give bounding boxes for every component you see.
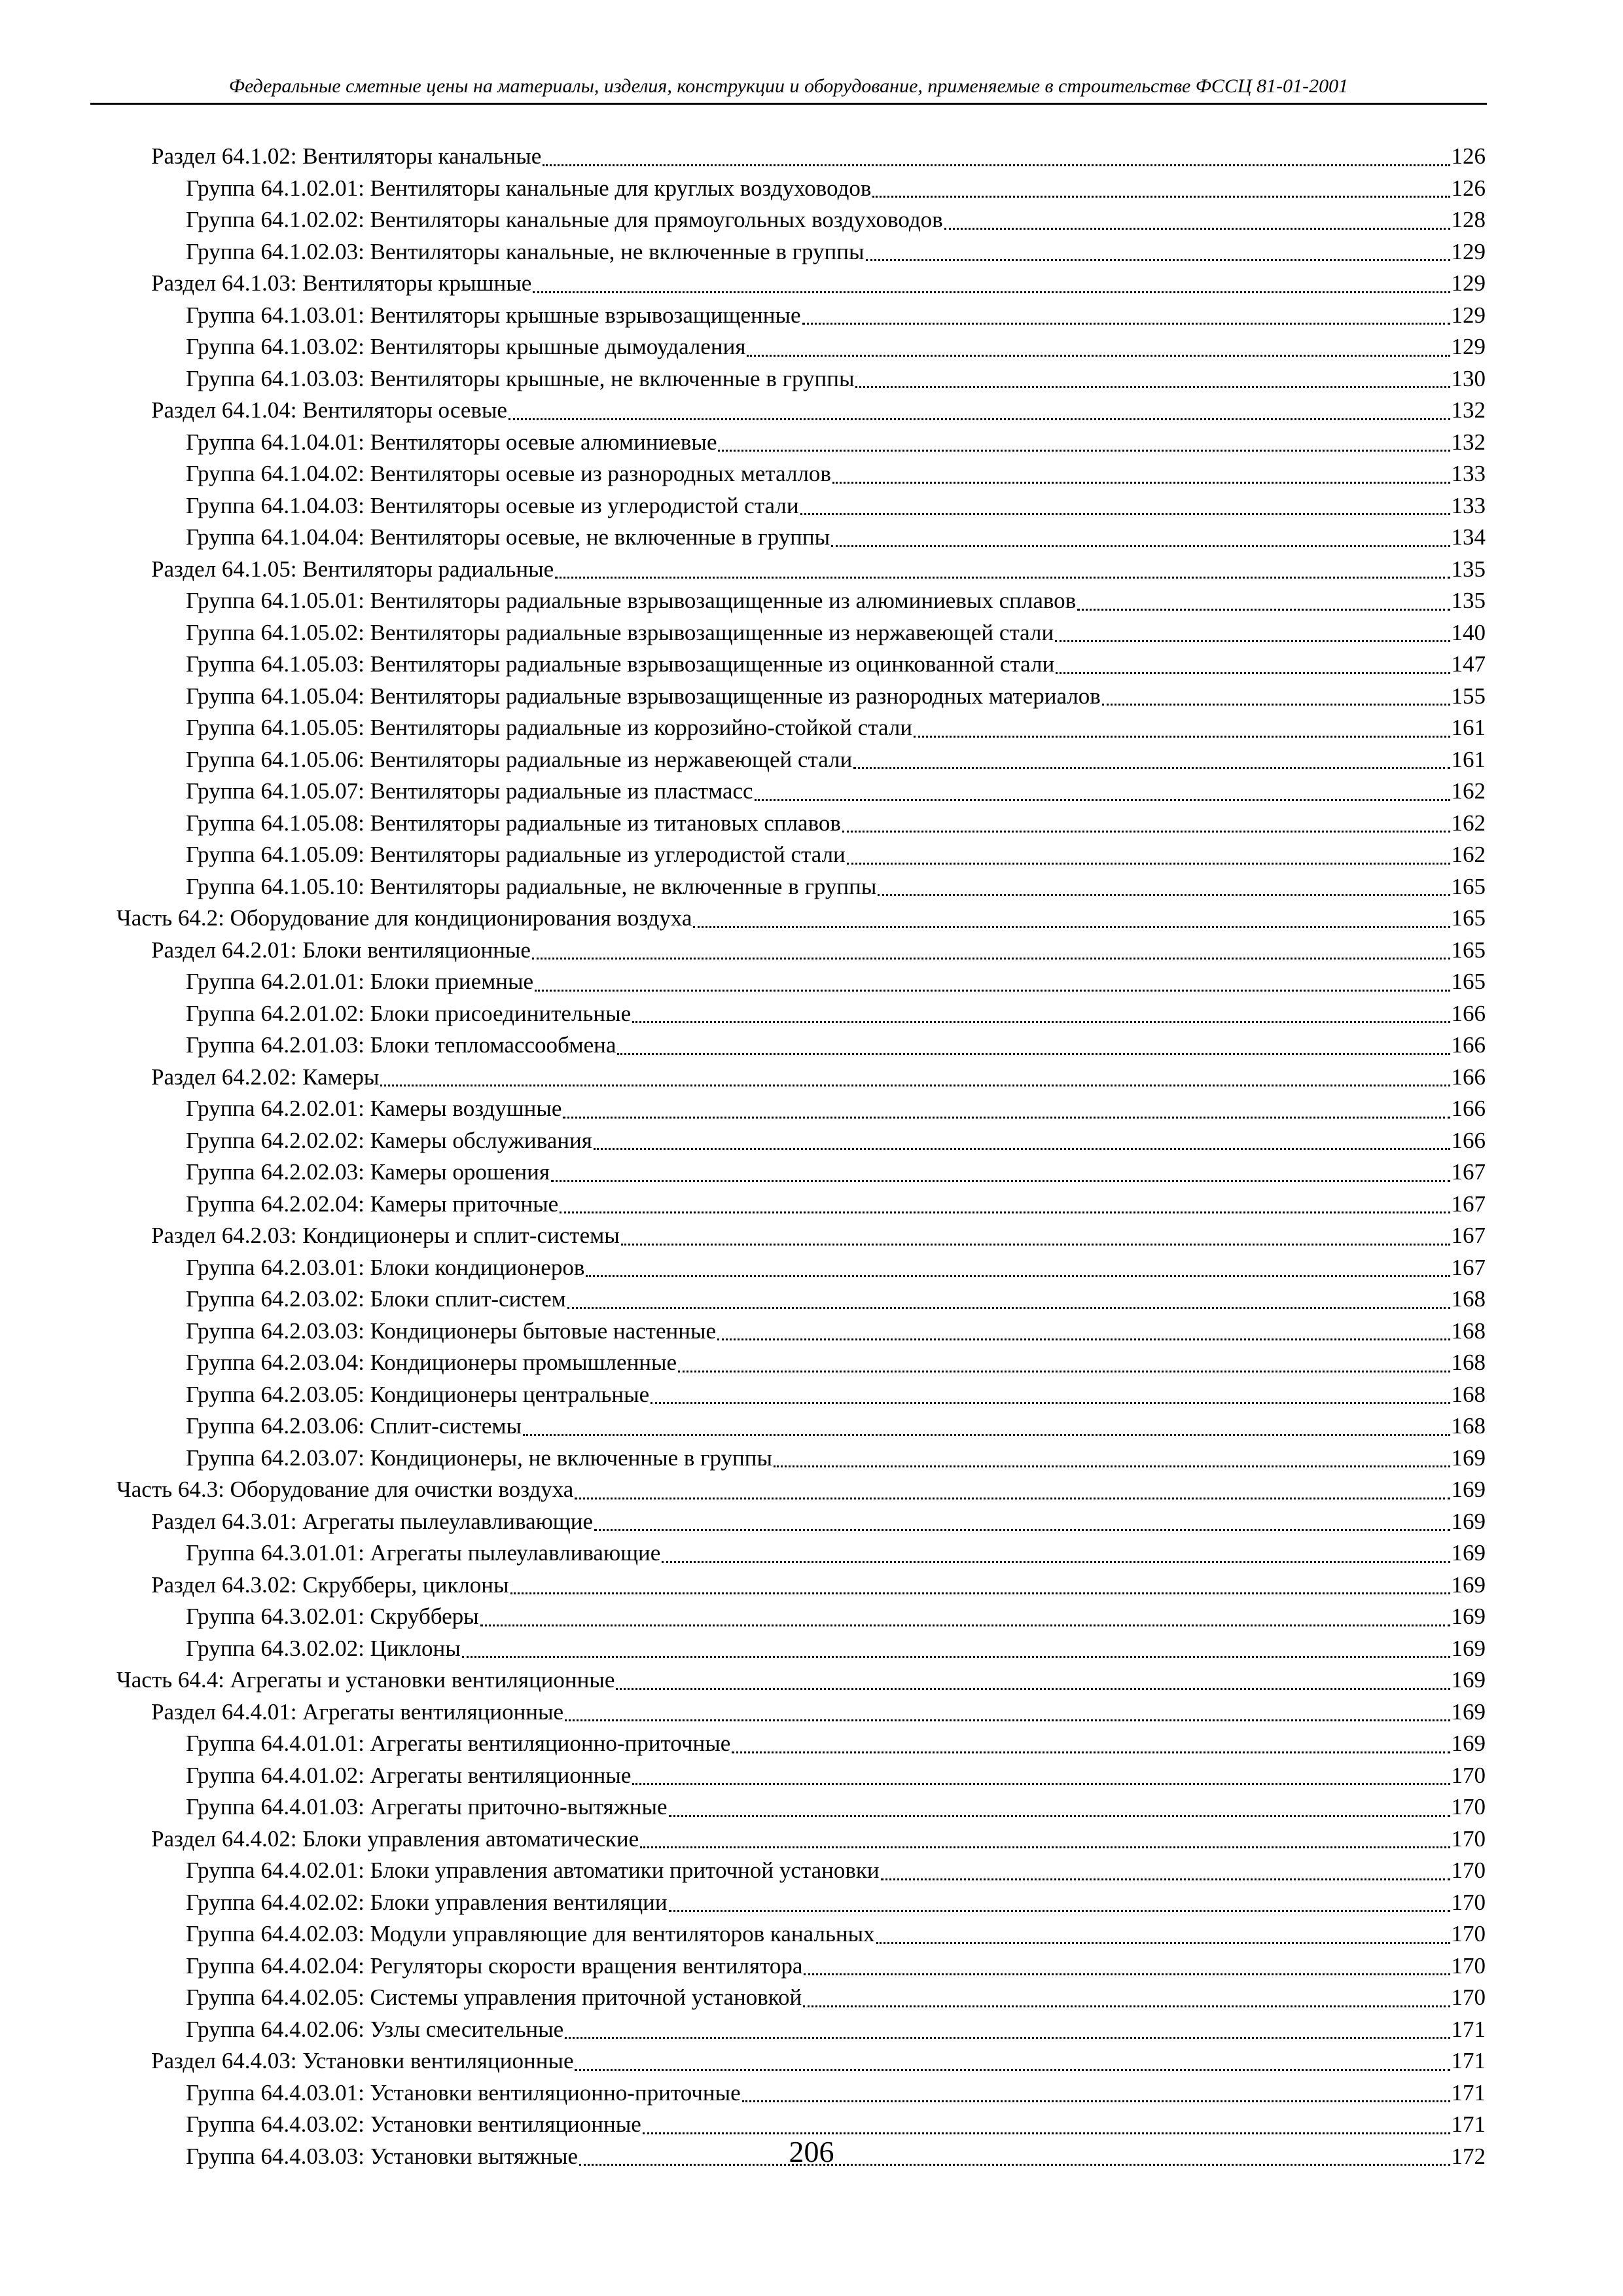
toc-entry[interactable]	[151, 2045, 1486, 2077]
toc-entry-page: 166	[1451, 1032, 1486, 1058]
toc-entry-page: 128	[1451, 207, 1486, 232]
toc-entry-page: 170	[1451, 1921, 1486, 1946]
toc-entry[interactable]	[116, 1474, 1486, 1506]
toc-entry-label: Группа 64.1.05.07: Вентиляторы радиальные из пластмасс	[186, 778, 753, 804]
toc-entry-label: Группа 64.4.02.01: Блоки управления автоматики приточной установки	[186, 1857, 880, 1883]
dot-leader	[803, 2005, 1450, 2007]
toc-entry-label: Группа 64.4.02.05: Системы управления приточной установкой	[186, 1984, 802, 2010]
toc-entry[interactable]	[151, 1696, 1486, 1729]
toc-entry[interactable]	[186, 1633, 1486, 1665]
toc-entry-label: Раздел 64.1.02: Вентиляторы канальные	[151, 143, 542, 169]
toc-entry[interactable]	[186, 1125, 1486, 1157]
toc-entry[interactable]	[186, 1537, 1486, 1570]
toc-entry-page: 126	[1451, 175, 1486, 201]
dot-leader	[617, 1052, 1450, 1055]
toc-entry-label: Группа 64.2.03.06: Сплит-системы	[186, 1413, 522, 1439]
toc-entry[interactable]	[186, 236, 1486, 268]
toc-entry[interactable]	[186, 808, 1486, 840]
toc-entry[interactable]	[186, 1601, 1486, 1633]
toc-entry-page: 168	[1451, 1286, 1486, 1312]
toc-entry-page: 132	[1451, 397, 1486, 423]
dot-leader	[678, 1370, 1450, 1372]
dot-leader	[560, 1211, 1450, 1213]
dot-leader	[640, 1846, 1450, 1848]
dot-leader	[510, 1592, 1450, 1594]
toc-entry-page: 147	[1451, 651, 1486, 677]
dot-leader	[555, 576, 1450, 579]
dot-leader	[1077, 608, 1450, 611]
dot-leader	[480, 1624, 1450, 1626]
dot-leader	[662, 1560, 1450, 1563]
toc-entry-label: Часть 64.4: Агрегаты и установки вентиляционные	[116, 1667, 615, 1693]
toc-entry-label: Раздел 64.1.05: Вентиляторы радиальные	[151, 556, 554, 582]
dot-leader	[523, 1433, 1450, 1436]
toc-entry[interactable]	[186, 2014, 1486, 2046]
dot-leader	[872, 195, 1450, 198]
toc-entry-label: Группа 64.4.02.03: Модули управляющие для вентиляторов канальных	[186, 1921, 875, 1946]
toc-entry-page: 171	[1451, 2079, 1486, 2106]
toc-entry-page: 169	[1451, 1444, 1486, 1471]
dot-leader	[832, 481, 1450, 484]
dot-leader	[881, 1878, 1450, 1880]
toc-entry-label: Часть 64.2: Оборудование для кондиционирования воздуха	[116, 905, 692, 931]
toc-entry[interactable]	[151, 1062, 1486, 1094]
toc-entry-page: 169	[1451, 1508, 1486, 1534]
toc-entry-page: 155	[1451, 683, 1486, 709]
toc-entry-page: 162	[1451, 810, 1486, 836]
toc-entry[interactable]	[186, 300, 1486, 332]
toc-entry-page: 171	[1451, 2016, 1486, 2042]
toc-entry[interactable]	[186, 871, 1486, 903]
toc-entry[interactable]	[186, 1316, 1486, 1348]
dot-leader	[532, 957, 1450, 960]
toc-entry[interactable]	[186, 776, 1486, 808]
toc-entry-page: 165	[1451, 937, 1486, 963]
dot-leader	[380, 1084, 1450, 1086]
dot-leader	[575, 1497, 1450, 1499]
dot-leader	[878, 893, 1450, 896]
toc-entry[interactable]	[151, 268, 1486, 300]
dot-leader	[586, 1274, 1450, 1277]
toc-entry[interactable]	[186, 173, 1486, 205]
toc-entry-page: 130	[1451, 365, 1486, 391]
toc-entry-label: Группа 64.1.05.02: Вентиляторы радиальные взрывозащищенные из нержавеющей стали	[186, 619, 1054, 645]
toc-entry-label: Группа 64.1.03.02: Вентиляторы крышные дымоудаления	[186, 334, 746, 359]
toc-entry[interactable]	[116, 1664, 1486, 1696]
dot-leader	[567, 1306, 1450, 1309]
toc-entry[interactable]	[186, 744, 1486, 776]
toc-entry-page: 172	[1451, 2143, 1486, 2169]
dot-leader	[847, 862, 1450, 865]
toc-entry-page: 135	[1451, 588, 1486, 613]
dot-leader	[717, 1338, 1450, 1340]
toc-entry-page: 171	[1451, 2048, 1486, 2073]
dot-leader	[747, 354, 1450, 357]
toc-entry-label: Раздел 64.4.03: Установки вентиляционные	[151, 2048, 574, 2073]
toc-entry-page: 167	[1451, 1223, 1486, 1248]
dot-leader	[1055, 639, 1450, 642]
toc-entry-label: Группа 64.2.03.03: Кондиционеры бытовые настенные	[186, 1318, 717, 1344]
dot-leader	[1056, 672, 1450, 674]
toc-entry-label: Группа 64.2.03.05: Кондиционеры центральные	[186, 1381, 650, 1407]
toc-entry[interactable]	[186, 681, 1486, 713]
toc-entry[interactable]	[186, 1410, 1486, 1443]
header-rule	[90, 103, 1487, 105]
dot-leader	[551, 1179, 1450, 1182]
toc-entry[interactable]	[151, 1506, 1486, 1538]
toc-entry-page: 162	[1451, 778, 1486, 804]
toc-entry[interactable]	[186, 1728, 1486, 1760]
toc-entry-label: Раздел 64.3.01: Агрегаты пылеулавливающие	[151, 1508, 593, 1534]
toc-entry-label: Группа 64.2.02.01: Камеры воздушные	[186, 1096, 562, 1121]
toc-entry-label: Группа 64.2.01.03: Блоки тепломассообмена	[186, 1032, 616, 1058]
dot-leader	[842, 830, 1450, 833]
toc-entry-label: Раздел 64.1.03: Вентиляторы крышные	[151, 270, 532, 296]
toc-entry-page: 170	[1451, 1952, 1486, 1979]
toc-entry-page: 170	[1451, 1825, 1486, 1852]
dot-leader	[533, 291, 1450, 293]
dot-leader	[774, 1465, 1450, 1467]
toc-entry-label: Группа 64.2.02.04: Камеры приточные	[186, 1191, 559, 1217]
toc-entry-page: 133	[1451, 492, 1486, 518]
dot-leader	[565, 2036, 1450, 2039]
toc-entry-page: 167	[1451, 1191, 1486, 1217]
dot-leader	[563, 1116, 1450, 1119]
toc-entry-label: Группа 64.1.04.04: Вентиляторы осевые, не включенные в группы	[186, 524, 830, 550]
toc-entry-label: Группа 64.2.01.01: Блоки приемные	[186, 969, 534, 994]
toc-entry[interactable]	[151, 395, 1486, 427]
toc-entry[interactable]	[186, 1887, 1486, 1919]
toc-entry[interactable]	[186, 1347, 1486, 1379]
dot-leader	[565, 1719, 1450, 1721]
toc-entry[interactable]	[186, 458, 1486, 490]
toc-entry-label: Группа 64.1.05.09: Вентиляторы радиальные из углеродистой стали	[186, 842, 846, 867]
toc-entry-label: Группа 64.4.03.01: Установки вентиляционно-приточные	[186, 2079, 741, 2106]
toc-entry[interactable]	[186, 427, 1486, 459]
toc-entry-page: 166	[1451, 1127, 1486, 1153]
toc-entry-page: 170	[1451, 1794, 1486, 1820]
toc-entry-label: Группа 64.1.03.03: Вентиляторы крышные, не включенные в группы	[186, 365, 855, 391]
toc-entry-label: Группа 64.4.02.06: Узлы смесительные	[186, 2016, 564, 2042]
toc-entry-page: 166	[1451, 1000, 1486, 1026]
dot-leader	[718, 449, 1450, 452]
toc-entry[interactable]	[186, 839, 1486, 871]
toc-entry-label: Группа 64.1.03.01: Вентиляторы крышные взрывозащищенные	[186, 302, 801, 328]
toc-entry-page: 168	[1451, 1381, 1486, 1407]
toc-entry-page: 165	[1451, 873, 1486, 899]
dot-leader	[621, 1243, 1450, 1246]
dot-leader	[693, 925, 1450, 928]
toc-entry[interactable]	[186, 1950, 1486, 1982]
toc-entry-page: 166	[1451, 1096, 1486, 1121]
dot-leader	[732, 1751, 1450, 1753]
dot-leader	[831, 545, 1450, 547]
dot-leader	[800, 512, 1450, 515]
toc-entry[interactable]	[186, 490, 1486, 522]
dot-leader	[632, 1020, 1450, 1023]
toc-entry-label: Группа 64.4.03.03: Установки вытяжные	[186, 2143, 579, 2169]
toc-entry-label: Раздел 64.4.02: Блоки управления автоматические	[151, 1825, 639, 1852]
dot-leader	[742, 2100, 1450, 2102]
dot-leader	[508, 418, 1450, 420]
toc-entry[interactable]	[151, 1570, 1486, 1602]
toc-entry[interactable]	[186, 1157, 1486, 1189]
toc-entry-label: Группа 64.2.01.02: Блоки присоединительные	[186, 1000, 632, 1026]
toc-entry-label: Группа 64.1.05.05: Вентиляторы радиальные из коррозийно-стойкой стали	[186, 715, 913, 740]
toc-entry-label: Группа 64.1.04.01: Вентиляторы осевые алюминиевые	[186, 429, 717, 455]
toc-entry-page: 167	[1451, 1159, 1486, 1185]
dot-leader	[651, 1401, 1450, 1404]
toc-entry[interactable]	[186, 1283, 1486, 1316]
toc-entry[interactable]	[186, 1030, 1486, 1062]
toc-entry-label: Группа 64.1.02.03: Вентиляторы канальные, не включенные в группы	[186, 238, 865, 264]
toc-entry[interactable]	[186, 1443, 1486, 1475]
toc-entry[interactable]	[186, 1379, 1486, 1411]
toc-entry-page: 133	[1451, 461, 1486, 486]
toc-entry[interactable]	[186, 331, 1486, 363]
running-header: Федеральные сметные цены на материалы, изделия, конструкции и оборудование, применяемые в строительстве ФССЦ 81-01-2001	[228, 75, 1349, 97]
toc-entry-label: Раздел 64.2.03: Кондиционеры и сплит-системы	[151, 1223, 620, 1248]
toc-entry[interactable]	[151, 1823, 1486, 1856]
toc-entry-page: 161	[1451, 746, 1486, 772]
toc-entry-page: 168	[1451, 1350, 1486, 1375]
toc-entry-label: Группа 64.2.03.01: Блоки кондиционеров	[186, 1254, 585, 1280]
toc-entry[interactable]	[186, 966, 1486, 998]
toc-entry[interactable]	[151, 935, 1486, 967]
toc-entry-label: Группа 64.3.02.02: Циклоны	[186, 1635, 461, 1661]
toc-entry-page: 167	[1451, 1254, 1486, 1280]
toc-entry[interactable]	[186, 1093, 1486, 1125]
toc-entry-page: 134	[1451, 524, 1486, 550]
dot-leader	[594, 1147, 1450, 1150]
dot-leader	[543, 164, 1450, 166]
toc-entry-page: 129	[1451, 334, 1486, 359]
toc-entry[interactable]	[186, 1760, 1486, 1792]
toc-entry-label: Группа 64.2.03.02: Блоки сплит-систем	[186, 1286, 566, 1312]
dot-leader	[914, 735, 1450, 738]
dot-leader	[944, 227, 1450, 230]
toc-entry-page: 170	[1451, 1984, 1486, 2010]
toc-entry[interactable]	[151, 1220, 1486, 1252]
dot-leader	[1102, 703, 1450, 706]
toc-entry-page: 169	[1451, 1635, 1486, 1661]
dot-leader	[669, 1814, 1450, 1817]
toc-entry[interactable]	[151, 141, 1486, 173]
dot-leader	[669, 1909, 1450, 1912]
toc-entry[interactable]	[116, 903, 1486, 935]
toc-entry-label: Группа 64.1.05.08: Вентиляторы радиальные из титановых сплавов	[186, 810, 841, 836]
dot-leader	[855, 386, 1450, 388]
toc-entry-page: 170	[1451, 1762, 1486, 1788]
toc-entry-label: Группа 64.4.01.03: Агрегаты приточно-вытяжные	[186, 1794, 668, 1820]
toc-entry-label: Группа 64.1.02.01: Вентиляторы канальные для круглых воздуховодов	[186, 175, 872, 201]
toc-entry[interactable]	[151, 554, 1486, 586]
toc-entry-label: Группа 64.3.01.01: Агрегаты пылеулавливающие	[186, 1540, 661, 1566]
dot-leader	[876, 1941, 1450, 1944]
toc-entry-page: 129	[1451, 302, 1486, 328]
toc-entry-label: Группа 64.1.05.03: Вентиляторы радиальные взрывозащищенные из оцинкованной стали	[186, 651, 1055, 677]
toc-entry-page: 135	[1451, 556, 1486, 582]
dot-leader	[616, 1687, 1450, 1690]
toc-entry[interactable]	[186, 1189, 1486, 1221]
toc-entry-page: 169	[1451, 1698, 1486, 1725]
toc-entry[interactable]	[186, 522, 1486, 554]
dot-leader	[804, 1973, 1450, 1975]
toc-entry-page: 126	[1451, 143, 1486, 169]
toc-entry-label: Группа 64.4.01.01: Агрегаты вентиляционно-приточные	[186, 1731, 731, 1756]
dot-leader	[462, 1655, 1450, 1658]
toc-entry-label: Группа 64.1.05.06: Вентиляторы радиальные из нержавеющей стали	[186, 746, 853, 772]
toc-entry-label: Группа 64.2.02.03: Камеры орошения	[186, 1159, 550, 1185]
dot-leader	[755, 798, 1450, 801]
toc-entry-label: Раздел 64.1.04: Вентиляторы осевые	[151, 397, 507, 423]
toc-entry-label: Группа 64.3.02.01: Скрубберы	[186, 1604, 479, 1629]
dot-leader	[632, 1782, 1450, 1785]
toc-entry-label: Группа 64.2.03.07: Кондиционеры, не включенные в группы	[186, 1444, 773, 1471]
toc-entry-page: 170	[1451, 1857, 1486, 1883]
toc-entry-label: Часть 64.3: Оборудование для очистки воздуха	[116, 1477, 574, 1502]
toc-entry-label: Группа 64.1.05.04: Вентиляторы радиальные взрывозащищенные из разнородных материалов	[186, 683, 1101, 709]
toc-entry[interactable]	[186, 363, 1486, 395]
toc-entry-page: 171	[1451, 2111, 1486, 2137]
toc-entry[interactable]	[186, 1918, 1486, 1950]
toc-entry-label: Группа 64.1.05.10: Вентиляторы радиальные, не включенные в группы	[186, 873, 877, 899]
toc-entry-label: Раздел 64.2.02: Камеры	[151, 1064, 380, 1090]
toc-entry-page: 169	[1451, 1540, 1486, 1566]
toc-entry-page: 169	[1451, 1571, 1486, 1598]
toc-entry-label: Группа 64.1.04.02: Вентиляторы осевые из разнородных металлов	[186, 461, 831, 486]
toc-entry-page: 166	[1451, 1064, 1486, 1090]
toc-entry[interactable]	[186, 1791, 1486, 1823]
toc-entry-page: 169	[1451, 1477, 1486, 1502]
dot-leader	[535, 989, 1450, 992]
toc-entry-page: 169	[1451, 1731, 1486, 1756]
toc-entry-page: 129	[1451, 238, 1486, 264]
toc-entry-page: 140	[1451, 619, 1486, 645]
toc-entry-label: Раздел 64.4.01: Агрегаты вентиляционные	[151, 1698, 564, 1725]
toc-entry-page: 168	[1451, 1413, 1486, 1439]
toc-entry-page: 165	[1451, 969, 1486, 994]
toc-entry-label: Группа 64.1.05.01: Вентиляторы радиальные взрывозащищенные из алюминиевых сплавов	[186, 588, 1077, 613]
toc-entry-label: Раздел 64.3.02: Скрубберы, циклоны	[151, 1571, 509, 1598]
toc-entry[interactable]	[186, 1252, 1486, 1284]
dot-leader	[594, 1528, 1450, 1531]
toc-entry[interactable]	[186, 204, 1486, 236]
toc-entry-page: 129	[1451, 270, 1486, 296]
toc-entry-label: Группа 64.1.04.03: Вентиляторы осевые из углеродистой стали	[186, 492, 799, 518]
toc-entry-label: Группа 64.2.03.04: Кондиционеры промышленные	[186, 1350, 677, 1375]
toc-entry-page: 165	[1451, 905, 1486, 931]
toc-entry[interactable]	[186, 617, 1486, 649]
toc-entry-label: Группа 64.4.01.02: Агрегаты вентиляционные	[186, 1762, 632, 1788]
page-number: 206	[789, 2135, 834, 2168]
toc-entry-label: Группа 64.4.02.02: Блоки управления вентиляции	[186, 1889, 668, 1915]
toc-entry-page: 170	[1451, 1889, 1486, 1915]
toc-entry[interactable]	[186, 1982, 1486, 2014]
toc-entry-label: Группа 64.4.02.04: Регуляторы скорости вращения вентилятора	[186, 1952, 803, 1979]
dot-leader	[802, 322, 1450, 325]
toc-entry-page: 169	[1451, 1667, 1486, 1693]
dot-leader	[866, 259, 1450, 261]
toc-entry[interactable]	[186, 998, 1486, 1030]
toc-entry-page: 161	[1451, 715, 1486, 740]
toc-entry-label: Группа 64.2.02.02: Камеры обслуживания	[186, 1127, 592, 1153]
toc-entry-page: 169	[1451, 1604, 1486, 1629]
toc-entry-page: 162	[1451, 842, 1486, 867]
toc-entry-page: 132	[1451, 429, 1486, 455]
toc-entry[interactable]	[186, 712, 1486, 744]
toc-entry[interactable]	[186, 649, 1486, 681]
dot-leader	[575, 2068, 1450, 2071]
toc-entry-page: 168	[1451, 1318, 1486, 1344]
toc-entry[interactable]	[186, 2077, 1486, 2109]
toc-entry-label: Группа 64.1.02.02: Вентиляторы канальные для прямоугольных воздуховодов	[186, 207, 943, 232]
toc-entry-label: Раздел 64.2.01: Блоки вентиляционные	[151, 937, 531, 963]
toc-entry[interactable]	[186, 585, 1486, 617]
dot-leader	[853, 766, 1450, 769]
toc-entry[interactable]	[186, 1855, 1486, 1887]
toc-entry-label: Группа 64.4.03.02: Установки вентиляционные	[186, 2111, 641, 2137]
